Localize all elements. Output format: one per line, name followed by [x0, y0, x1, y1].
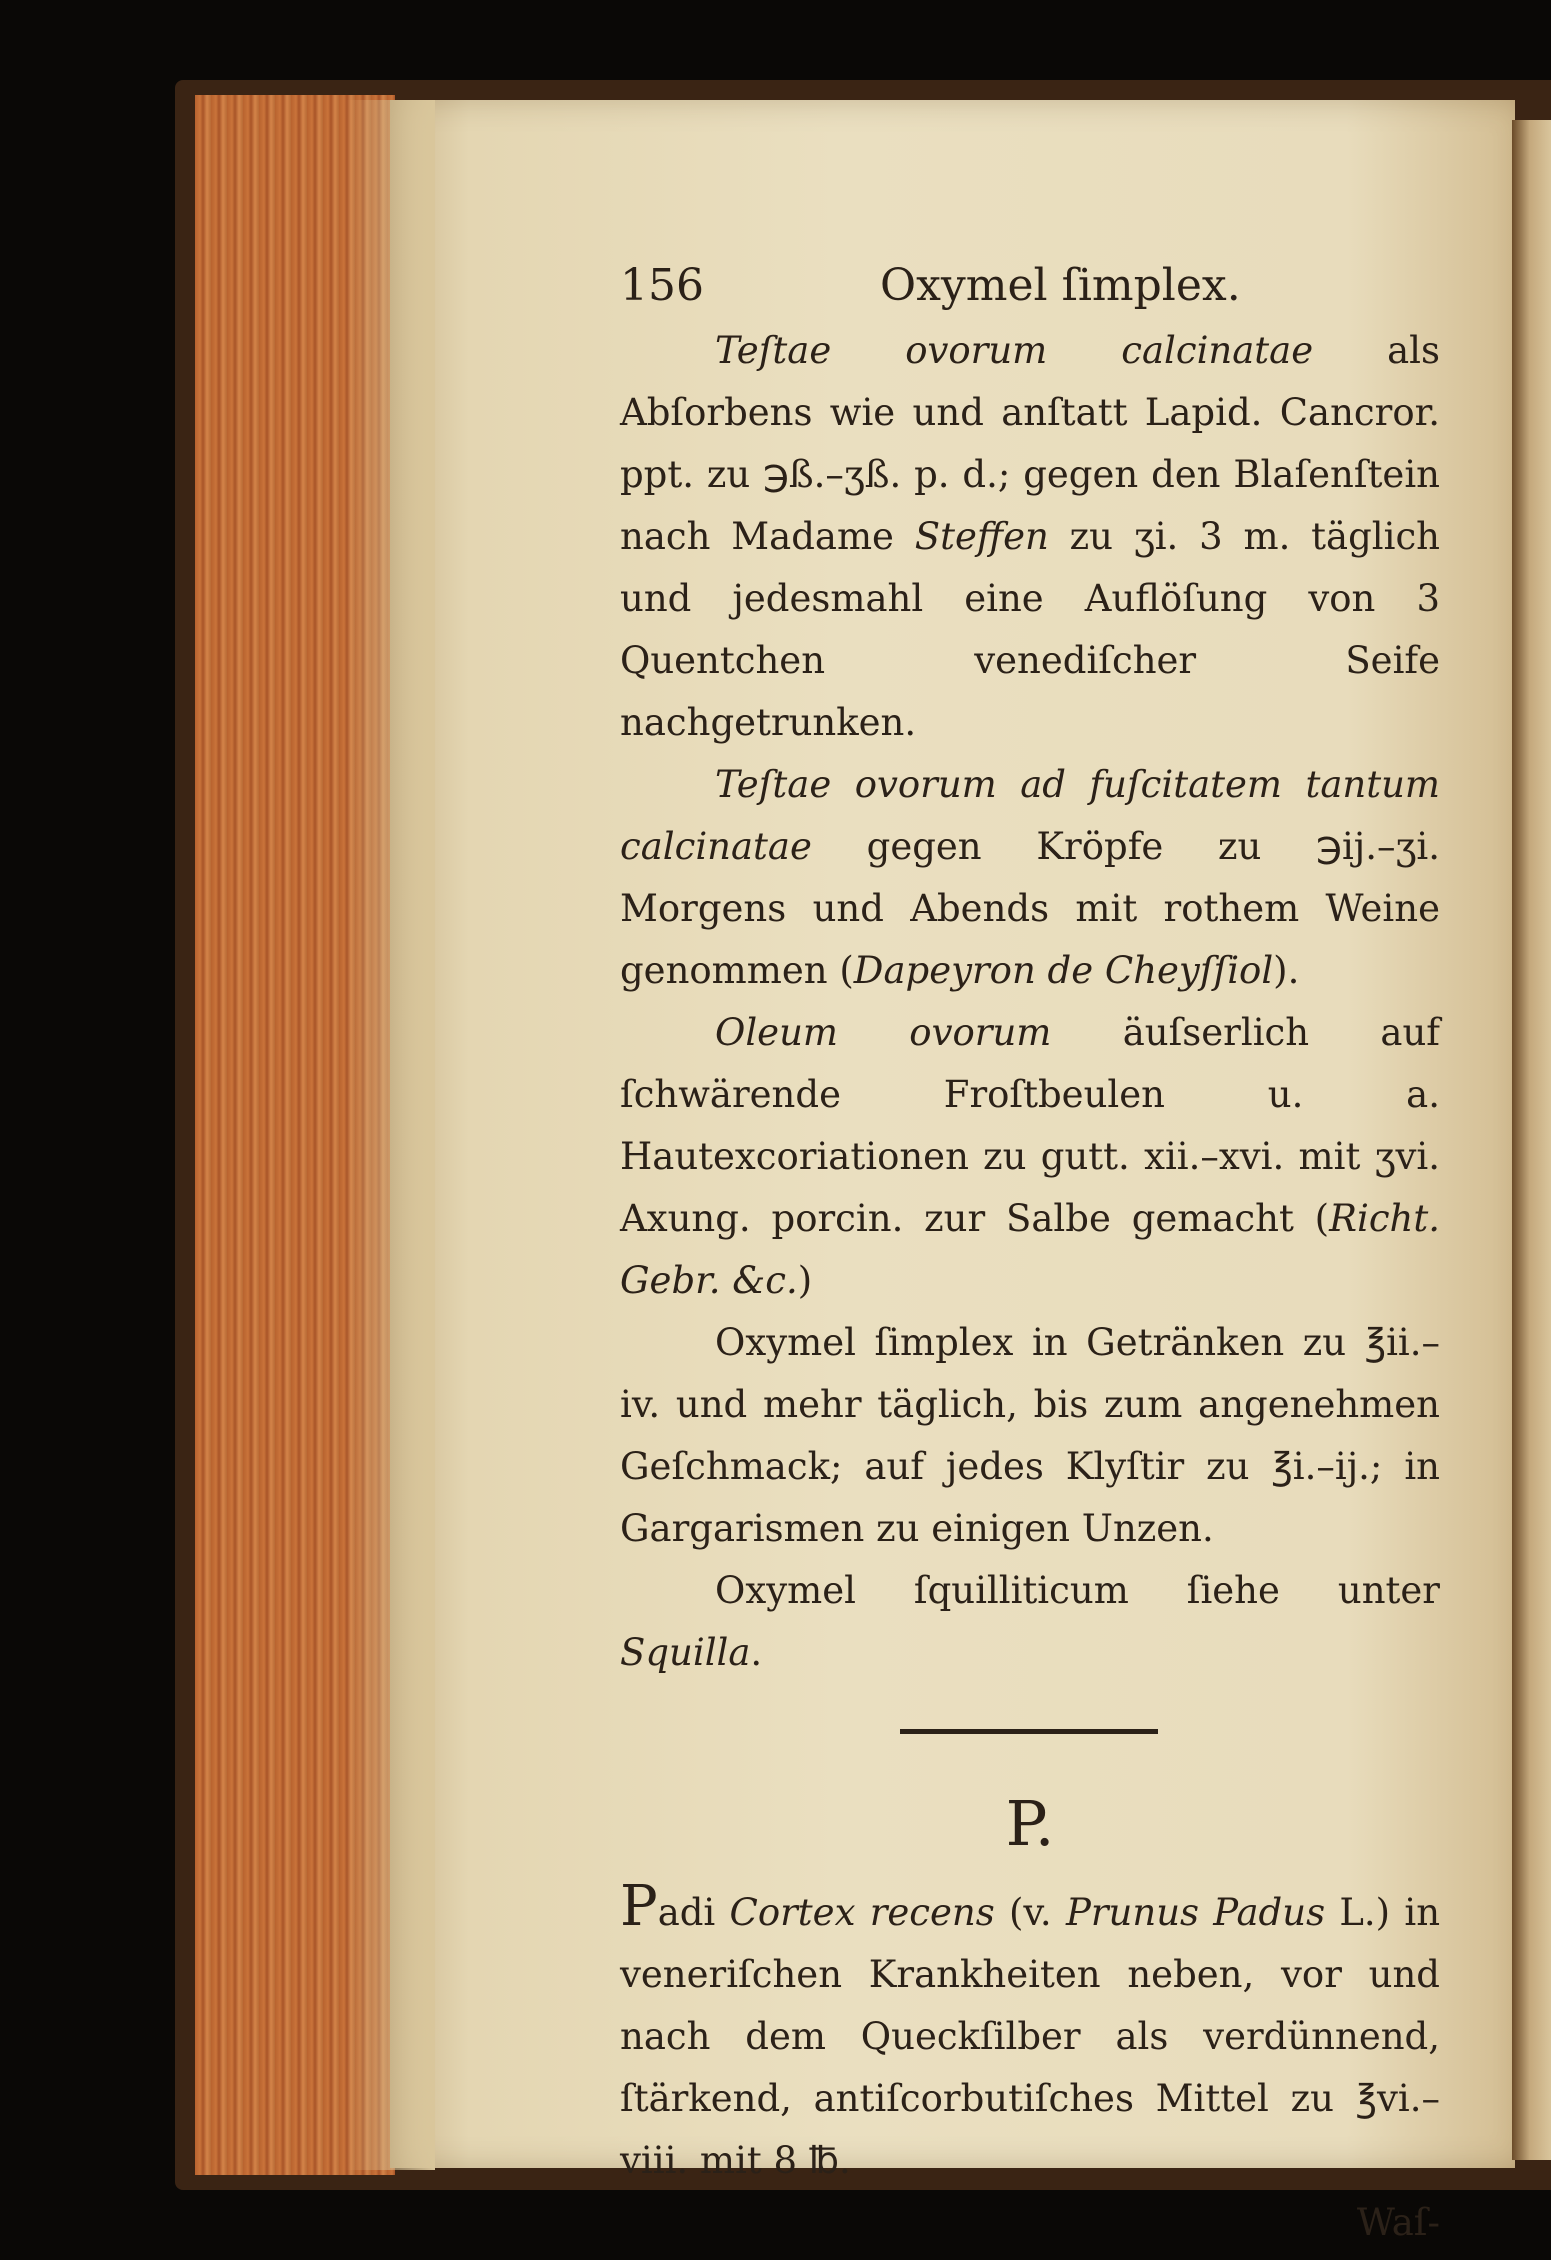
entry-citation: Richt. Gebr. &c.: [620, 1197, 1440, 1302]
entry-term: Teſtae ovorum ad fuſcitatem tantum calcinatae: [620, 763, 1440, 868]
entry-species: Prunus Padus: [1065, 1891, 1326, 1934]
entry-body-cont: L.) in veneriſchen Krankheiten neben, vor und nach dem Queckſilber als verdünnend, ſtärkend, antiſcorbutiſches Mittel zu ℥vi.–viii. mit 8 ℔.: [620, 1891, 1441, 2182]
entry-body: adi: [657, 1891, 730, 1934]
entry-body: gegen Kröpfe zu ℈ij.–ʒi. Morgens und Abends mit rothem Weine genommen (: [620, 825, 1440, 992]
entry-body: Oxymel ſimplex in Getränken zu ℥ii.–iv. und mehr täglich, bis zum angenehmen Geſchmack; auf jedes Klyſtir zu ℥i.–ij.; in Gargarismen zu einigen Unzen.: [620, 1321, 1440, 1550]
entry-body: Oxymel ſquilliticum ſiehe unter: [715, 1569, 1440, 1612]
running-title: Oxymel ſimplex.: [880, 260, 1241, 311]
entry-testae-calcinatae: [620, 320, 1440, 754]
entry-term: Cortex recens: [729, 1891, 995, 1934]
drop-cap: P: [620, 1874, 658, 1939]
entry-body: als Abſorbens wie und anſtatt Lapid. Cancror. ppt. zu ℈ß.–ʒß. p. d.; gegen den Blaſenſtein nach Madame: [620, 329, 1440, 558]
page-gutter-shadow: [345, 100, 435, 2170]
entry-citation: Dapeyron de Cheyſſiol: [853, 949, 1274, 992]
page-number: 156: [620, 260, 704, 311]
facing-page-edge: [1512, 120, 1551, 2160]
entry-crossref: Squilla: [620, 1631, 751, 1674]
entry-padi-cortex: [620, 1874, 1441, 2192]
entry-body-cont: (v.: [994, 1891, 1066, 1934]
entry-testae-fuscitatem: [620, 754, 1440, 1002]
catchword: Waſ-: [1356, 2201, 1440, 2244]
entry-body: äuſserlich auf ſchwärende Froſtbeulen u. a. Hautexcoriationen zu gutt. xii.–xvi. mit ʒvi. Axung. porcin. zur Salbe gemacht (: [620, 1011, 1440, 1240]
entry-term: Teſtae ovorum calcinatae: [715, 329, 1314, 372]
entry-oxymel-simplex: [620, 1312, 1440, 1560]
entry-body-cont: .: [750, 1631, 763, 1674]
page-header: [620, 250, 1440, 320]
entry-oxymel-squilliticum: [620, 1560, 1440, 1684]
page-text-block: [620, 250, 1440, 2254]
entry-body-cont: zu ʒi. 3 m. täglich und jedesmahl eine Auflöſung von 3 Quentchen venediſcher Seife nachgetrunken.: [620, 515, 1441, 744]
entry-oleum-ovorum: [620, 1002, 1440, 1312]
section-divider: [900, 1729, 1158, 1734]
entry-author: Steffen: [914, 515, 1049, 558]
entry-body-cont: ): [797, 1259, 813, 1302]
section-heading: P.: [1005, 1787, 1055, 1860]
entry-body-cont: ).: [1273, 949, 1300, 992]
entry-term: Oleum ovorum: [715, 1011, 1052, 1054]
